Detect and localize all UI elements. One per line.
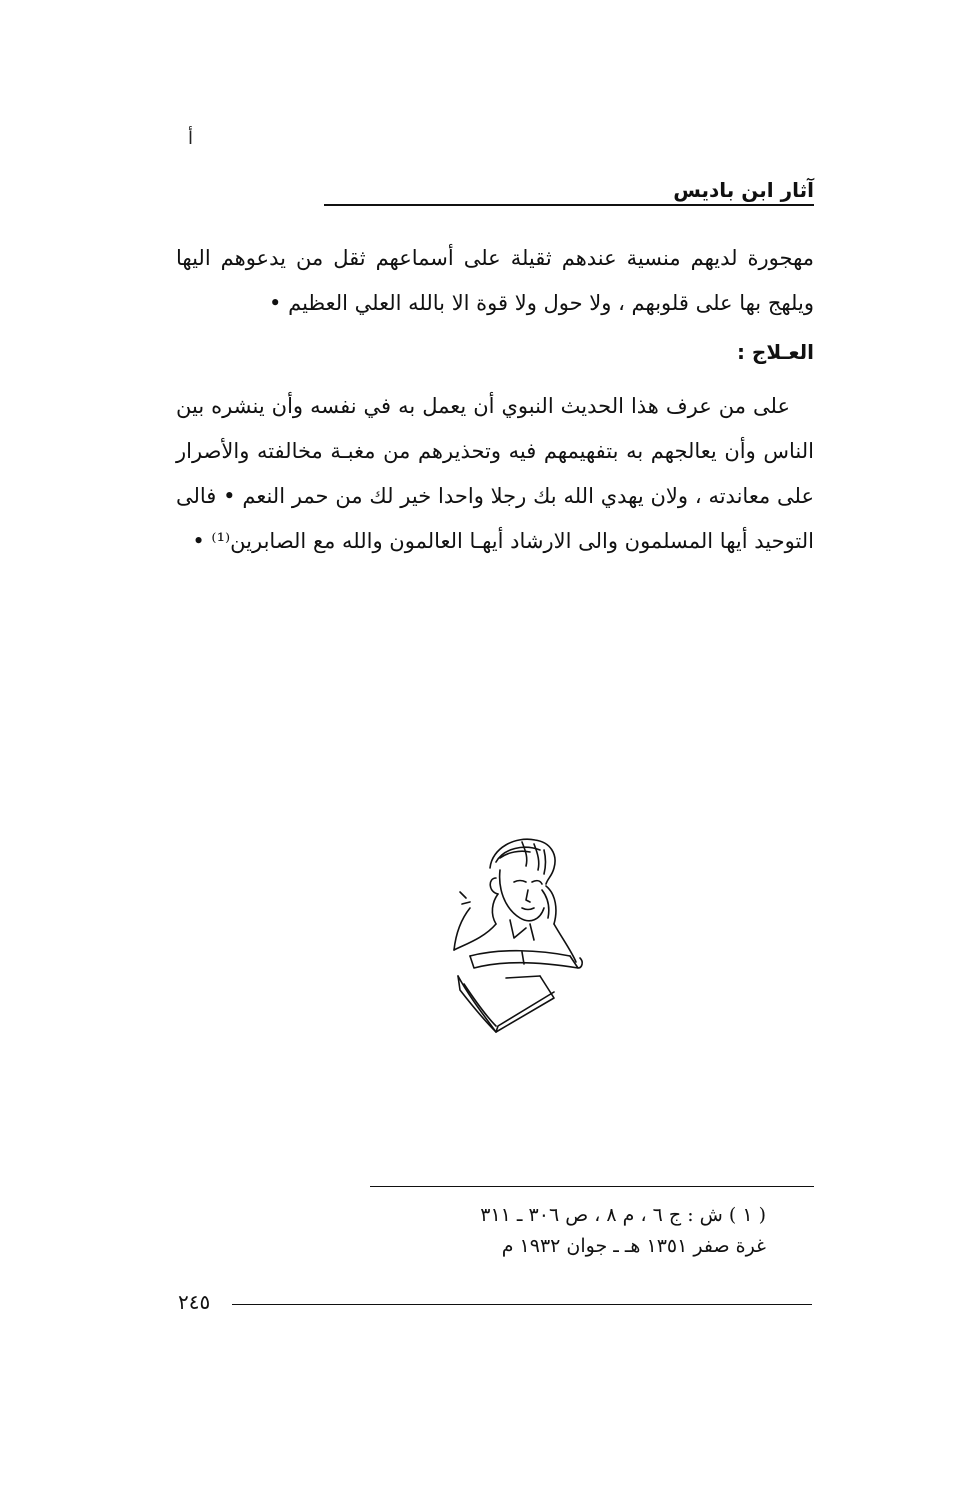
paragraph-2: على من عرف هذا الحديث النبوي أن يعمل به في نفسه وأن ينشره بين الناس وأن يعالجهم به بتفهيمهم فيه وتحذيرهم من مغبـة مخالفته والأصرار على معاندته ، ولان يهدي الله بك رجلا واحدا خير لك من حمر النعم • فالى التوحيد أيها المسلمون والى الارشاد أيهـا العالمون والله مع الصابرين⁽¹⁾ • [176, 394, 814, 553]
footnote-line-2: غرة صفر ١٣٥١ هـ ـ جوان ١٩٣٢ م [501, 1235, 766, 1257]
header-rule [324, 204, 814, 206]
footnote-rule [370, 1186, 814, 1187]
stray-mark: أ [188, 128, 194, 149]
running-header [176, 178, 814, 208]
section-heading: العـلاج : [736, 340, 814, 364]
footer-rule [232, 1304, 812, 1305]
paragraph-1: مهجورة لديهم منسية عندهم ثقيلة على أسماعهم ثقل من يدعوهم اليها ويلهج بها على قلوبهم ، ولا حول ولا قوة الا بالله العلي العظيم • [176, 246, 814, 315]
book-title: آثار ابن باديس [673, 178, 814, 202]
page-number: ٢٤٥ [178, 1290, 211, 1314]
footnote-line-1: ( ١ ) ش : ج ٦ ، م ٨ ، ص ٣٠٦ ـ ٣١١ [480, 1204, 766, 1226]
reading-child-illustration [430, 828, 590, 1038]
